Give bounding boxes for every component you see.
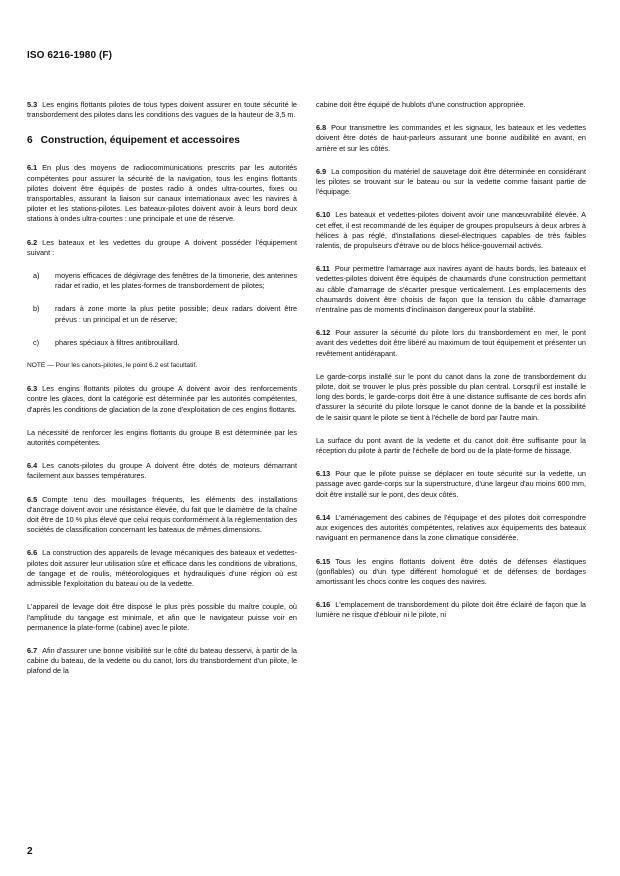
clause-6-7-continued: cabine doit être équipé de hublots d'une construction appropriée.	[316, 100, 526, 109]
clause-6-15	[316, 557, 586, 588]
clause-text: Afin d'assurer une bonne visibilité sur le côté du bateau desservi, à partir de la cabine du bateau, de la vedette ou du canot, lors du transbordement d'un pilote, le plafond de la	[27, 645, 297, 676]
clause-text: La construction des appareils de levage mécaniques des bateaux et vedettes-pilotes doit assurer leur utilisation sûre et efficace dans les conditions de vibrations, de tangage et de roulis, météorologiques et hydrauliques d'une région où est admissible l'exploitation du bateau ou de la vedette.	[27, 548, 297, 589]
clause-text: Les bateaux et vedettes-pilotes doivent avoir une manœuvrabilité élevée. A cet effet, il est recommandé de les équiper de groupes propulseurs à deux arbres à hélices à pas réglé, d'installations diesel-électriques capables de très faibles ralentis, de propulseurs d'étrave ou de blocs hélice-gouvernail activés.	[316, 210, 586, 251]
clause-6-6-paragraph-2: L'appareil de levage doit être disposé le plus près possible du maître couple, où l'amplitude du tangage est minimale, et afin que le navigateur puisse voir en permanence la plate-forme (cabine) avec le pilote.	[27, 602, 297, 632]
clause-text: Pour assurer la sécurité du pilote lors du transbordement en mer, le pont avant des vedettes doit être libéré au maximum de tout équipement et présenter un revêtement antidérapant.	[316, 328, 586, 358]
clause-6-1	[27, 163, 297, 224]
list-item-text: moyens efficaces de dégivrage des fenêtres de la timonerie, des antennes radar et radio, et les plates-formes de transbordement de pilotes;	[55, 271, 297, 291]
clause-number: 6.13	[316, 469, 331, 479]
clause-number: 6.7	[27, 645, 38, 655]
clause-number: 6.6	[27, 548, 38, 558]
clause-text: Les engins flottants pilotes du groupe A doivent avoir des renforcements contre les glaces, dont la catégorie est déterminée par les autorités compétentes, d'après les conditions de glaciation de la zone d'exploitation de ces engins flottants.	[27, 384, 297, 414]
section-title: Construction, équipement et accessoires	[40, 135, 240, 147]
clause-6-11	[316, 264, 586, 315]
right-column	[316, 100, 586, 634]
clause-text: Compte tenu des mouillages fréquents, les éléments des installations d'ancrage doivent avoir une résistance élevée, du fait que le diamètre de la chaîne doit être de 10 % plus élevé que celui requis conformément à la réglementation des sociétés de classification concernant les bateaux de mêmes dimensions.	[27, 494, 297, 535]
clause-6-12-paragraph-3: La surface du pont avant de la vedette et du canot doit être suffisante pour la réception du pilote à partir de l'échelle de bord ou de la plate-forme de hissage.	[316, 435, 586, 456]
clause-number: 5.3	[27, 100, 38, 109]
section-heading-6	[27, 134, 297, 147]
page-number: 2	[27, 846, 33, 857]
clause-6-6	[27, 548, 297, 589]
clause-number: 6.5	[27, 494, 38, 504]
clause-number: 6.16	[316, 600, 331, 610]
section-number: 6	[27, 135, 33, 147]
list-item-label: c)	[33, 337, 40, 347]
clause-text: La composition du matériel de sauvetage doit être déterminée en considérant les pilotes se trouvant sur le bateau ou sur la vedette comme faisant partie de l'équipage.	[316, 166, 586, 197]
list-item	[27, 271, 297, 291]
clause-6-12-paragraph-2: Le garde-corps installé sur le pont du canot dans la zone de transbordement du pilote, doit se trouver le plus près possible du plan central. Lorsqu'il est installé le long des bords, le garde-corps doit être à une distance suffisante de ces bords afin d'assurer la sécurité du pilote lorsque le canot donne de la bande et la possibilité de le saisir quant le pilote se tient à l'échelle de bord par l'autre main.	[316, 371, 586, 422]
clause-number: 6.9	[316, 166, 327, 176]
clause-text: Pour permettre l'amarrage aux navires ayant de hauts bords, les bateaux et vedettes-pilotes doivent être équipés de chaumards d'une construction permettant au câble d'amarrage de s'écarter presque verticalement. Les emplacements des chaumards doivent être choisis de façon que la tension du câble d'amarrage n'entraîne pas de moments d'inclinaison dangereux pour la stabilité.	[316, 264, 586, 315]
clause-number: 6.2	[27, 237, 38, 247]
clause-6-10	[316, 210, 586, 251]
clause-6-13	[316, 469, 586, 500]
list-item-label: b)	[33, 304, 40, 314]
clause-6-7	[27, 646, 297, 677]
list-item-text: radars à zone morte la plus petite possible; deux radars doivent être prévus : un principal et un de réserve;	[55, 304, 297, 324]
clause-6-3-paragraph-2: La nécessité de renforcer les engins flottants du groupe B est déterminée par les autorités compétentes.	[27, 427, 297, 448]
clause-6-3	[27, 384, 297, 415]
clause-text: L'emplacement de transbordement du pilote doit être éclairé de façon que la lumière ne risque d'éblouir ni le pilote, ni	[316, 600, 586, 620]
list-item	[27, 338, 297, 348]
clause-6-9	[316, 167, 586, 198]
clause-6-14	[316, 513, 586, 544]
clause-6-5	[27, 495, 297, 536]
list-item	[27, 304, 297, 324]
clause-number: 6.3	[27, 384, 38, 394]
clause-text: Pour transmettre les commandes et les signaux, les bateaux et les vedettes doivent être dotés de haut-parleurs assurant une bonne audibilité en avant, en arrière et sur les côtés.	[316, 123, 586, 153]
clause-text: L'aménagement des cabines de l'équipage et des pilotes doit correspondre aux exigences des autorités compétentes, relatives aux équipements des bateaux naviguant en permanence dans la zone climatique considérée.	[316, 512, 586, 543]
clause-number: 6.11	[316, 264, 330, 274]
clause-6-8	[316, 123, 586, 154]
document-header: ISO 6216-1980 (F)	[27, 50, 113, 61]
clause-text: Les bateaux et les vedettes du groupe A doivent posséder l'équipement suivant :	[27, 237, 297, 257]
clause-number: 6.4	[27, 461, 38, 471]
clause-number: 6.12	[316, 328, 331, 338]
clause-text: Les canots-pilotes du groupe A doivent être dotés de moteurs démarrant facilement aux basses températures.	[27, 461, 297, 481]
clause-number: 6.15	[316, 556, 331, 566]
clause-number: 6.14	[316, 512, 331, 522]
clause-6-2	[27, 238, 297, 258]
list-item-label: a)	[33, 271, 40, 281]
clause-text: Les engins flottants pilotes de tous types doivent assurer en toute sécurité le transbordement des pilotes dans les conditions des vagues de la hauteur de 3,5 m.	[27, 100, 297, 120]
clause-5-3	[27, 100, 297, 120]
clause-number: 6.1	[27, 163, 38, 173]
list-item-text: phares spéciaux à filtres antibrouillard.	[55, 337, 180, 347]
clause-number: 6.8	[316, 123, 327, 133]
clause-text: Tous les engins flottants doivent être dotés de défenses élastiques (gonflables) ou d'un type différent homologué et de défenses de bordages amortissant les chocs contre les coques des navires.	[316, 556, 586, 586]
clause-6-4	[27, 461, 297, 481]
clause-6-12	[316, 328, 586, 359]
clause-text: En plus des moyens de radiocommunications prescrits par les autorités compétentes pour assurer la sécurité de la navigation, tous les engins flottants pilotes doivent être équipés de postes radio à ondes ultra-courtes, fixes ou transportables, assurant la liaison sur canaux internationaux avec les navires à piloter et les stations-pilotes. Les bateaux-pilotes doivent avoir à leurs bord deux stations à ondes ultra-courtes : une principale et une de réserve.	[27, 163, 297, 224]
clause-text: Pour que le pilote puisse se déplacer en toute sécurité sur la vedette, un passage avec garde-corps sur la superstructure, d'une largeur d'au moins 600 mm, doit être installé sur le pont, des deux côtés.	[316, 469, 586, 499]
left-column	[27, 100, 297, 690]
note: NOTE — Pour les canots-pilotes, le point 6.2 est facultatif.	[27, 362, 198, 370]
clause-6-16	[316, 600, 586, 620]
clause-number: 6.10	[316, 210, 331, 220]
